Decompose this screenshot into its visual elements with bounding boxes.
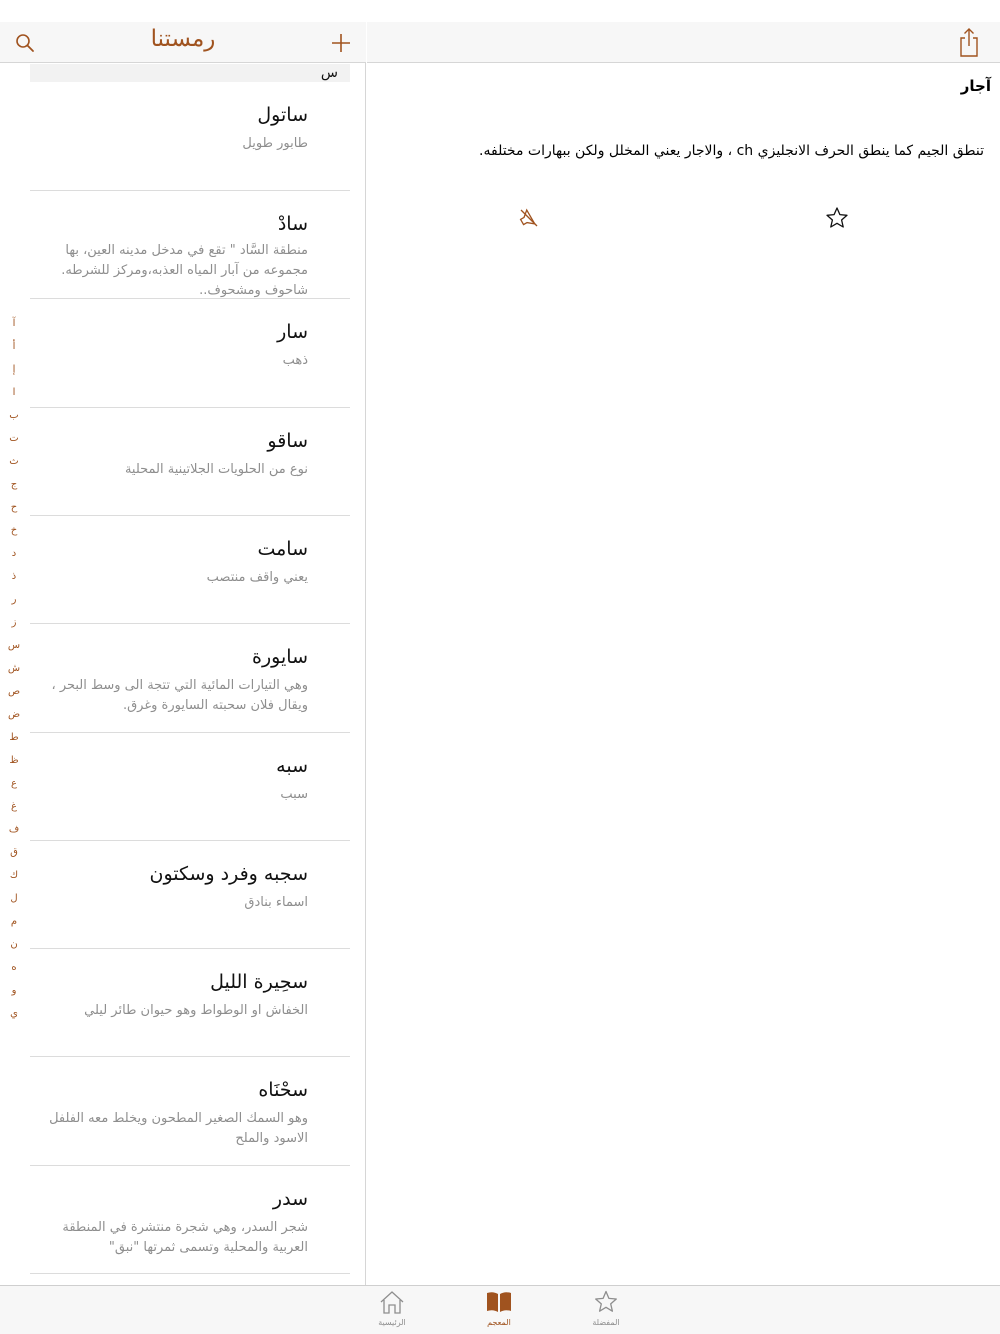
list-item[interactable] [30,191,350,299]
entry-word: ساقو [267,430,308,452]
index-letter[interactable]: ز [11,617,17,628]
index-letter[interactable]: أ [12,341,16,352]
index-letter[interactable]: ن [10,939,18,950]
index-letter[interactable]: ض [7,709,21,720]
index-letter[interactable]: ث [9,456,19,467]
index-letter[interactable]: ح [10,502,18,513]
list-item[interactable] [30,516,350,624]
favorite-button[interactable] [822,203,852,233]
plus-icon [331,33,351,53]
entry-word: سبه [276,755,308,777]
entry-definition: شجر السدر، وهي شجرة منتشرة في المنطقة العربية والمحلية وتسمى ثمرتها "نبق" [62,1220,308,1255]
home-icon [379,1290,405,1314]
index-letter[interactable]: ر [11,594,17,605]
entry-word: سار [277,321,308,343]
index-letter[interactable]: آ [12,318,16,329]
index-letter[interactable]: ذ [11,571,17,582]
tab-home-label: الرئيسية [378,1318,406,1327]
index-letter[interactable]: ع [11,778,17,789]
entry-word: سادْ [277,213,308,235]
star-icon [593,1290,619,1314]
detail-actions [367,203,1000,233]
pronounce-button[interactable] [514,203,544,233]
entry-definition: يعني واقف منتصب [206,570,308,585]
index-letter[interactable]: ف [8,824,20,835]
list-item[interactable] [30,624,350,733]
list-item[interactable] [30,733,350,841]
list-item[interactable] [30,1057,350,1166]
tab-bar [0,1285,1000,1334]
entry-word: سجبه وفرد وسكتون [149,863,308,885]
index-letter[interactable]: غ [11,801,17,812]
index-letter[interactable]: ل [10,893,18,904]
index-letter[interactable]: ظ [9,755,19,766]
book-icon [486,1290,512,1314]
entry-definition: منطقة السَّاد " تقع في مدخل مدينه العين، بها مجموعه من آبار المياه العذبه،ومركز للشرطه. شاحوف ومشحوف.. [61,243,308,298]
index-letter[interactable]: ج [10,479,18,490]
entry-word: سحِيرة الليل [210,971,308,993]
entry-definition: الخفاش او الوطواط وهو حيوان طائر ليلي [84,1003,308,1018]
index-letter[interactable]: ش [7,663,21,674]
list-item[interactable] [30,82,350,191]
list-item[interactable] [30,841,350,949]
entry-word: سايورة [252,646,308,668]
list-item[interactable] [30,408,350,516]
index-letter[interactable]: ه [11,962,17,973]
alphabet-index[interactable] [5,312,23,1025]
share-button[interactable] [954,26,984,58]
entry-word: سامت [257,538,308,560]
index-letter[interactable]: ت [9,433,19,444]
index-letter[interactable]: ب [9,410,19,421]
entry-definition: ذهب [282,353,308,368]
index-letter[interactable]: ي [10,1008,18,1019]
master-nav-bar [0,22,366,63]
index-letter[interactable]: د [11,548,17,559]
entry-definition: اسماء بنادق [244,895,308,910]
list-item[interactable] [30,299,350,408]
detail-pane [367,0,1000,1285]
entry-definition: طابور طويل [242,136,308,151]
speaker-off-icon [518,207,540,229]
entry-definition: وهي التيارات المائية التي تتجة الى وسط البحر ، ويقال فلان سحبته السايورة وغرق. [51,678,308,713]
entry-word: سدر [272,1188,308,1210]
master-pane [0,0,366,1285]
tab-home[interactable] [362,1290,422,1332]
star-icon [825,206,849,230]
section-header: س [30,64,350,82]
index-letter[interactable]: ص [7,686,21,697]
entry-word: سحْنَاه [258,1079,308,1101]
index-letter[interactable]: م [10,916,18,927]
add-button[interactable] [326,28,356,58]
entry-definition: سبب [280,787,308,802]
index-letter[interactable]: ق [10,847,18,858]
detail-definition: تنطق الجيم كما ينطق الحرف الانجليزي ch ، والاجار يعني المخلل ولكن ببهارات مختلفه. [479,143,984,159]
word-list[interactable] [0,63,366,1285]
index-letter[interactable]: خ [10,525,18,536]
tab-favorites[interactable] [576,1290,636,1332]
index-letter[interactable]: س [7,640,21,651]
list-item[interactable] [30,1166,350,1274]
entry-definition: نوع من الحلويات الجلاتينية المحلية [124,462,308,477]
entry-definition: وهو السمك الصغير المطحون ويخلط معه الفلفل الاسود والملح [49,1111,308,1146]
index-letter[interactable]: و [11,985,17,996]
detail-word: آجار [960,77,991,95]
tab-favorites-label: المفضلة [592,1318,620,1327]
app-title: رمستنا [150,26,216,52]
entry-word: ساتول [257,104,308,126]
tab-dictionary[interactable] [469,1290,529,1332]
index-letter[interactable]: ك [9,870,19,881]
share-icon [954,26,984,58]
index-letter[interactable]: ط [9,732,19,743]
index-letter[interactable]: ا [12,387,16,398]
detail-nav-bar [367,22,1000,63]
index-letter[interactable]: إ [12,364,16,375]
list-item[interactable] [30,949,350,1057]
tab-dictionary-label: المعجم [487,1318,511,1327]
